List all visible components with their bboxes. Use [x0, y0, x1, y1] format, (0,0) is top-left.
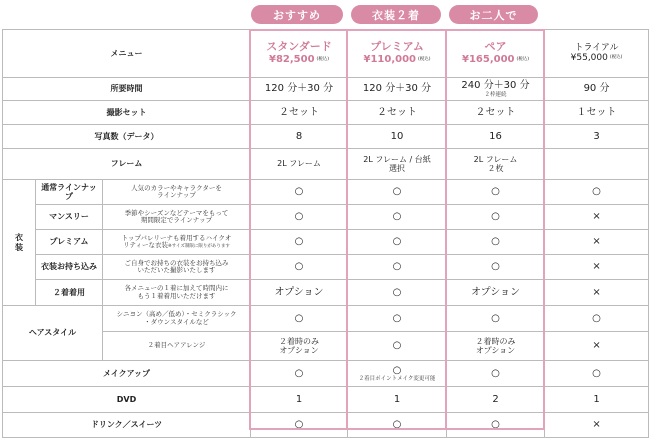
row-drink: ドリンク／スイーツ ○ ○ ○ × [3, 413, 649, 438]
row-costume-second: ２着着用 各メニューの１着に加えて時間内に もう１着着用いただけます オプション ○ オプション × [3, 280, 649, 306]
plan-premium: プレミアム ¥110,000 (税込) [348, 30, 447, 78]
row-costume-monthly: マンスリー 季節やシーズンなどテーマをもって 期間限定でラインナップ ○ ○ ○ × [3, 205, 649, 230]
badge-two-costumes: 衣装２着 [351, 5, 441, 24]
row-hair-1: ヘアスタイル シニヨン（高め／低め）・セミクラシック ・ダウンスタイルなど ○ ○ ○ ○ [3, 306, 649, 332]
plan-standard: スタンダード ¥82,500 (税込) [251, 30, 348, 78]
row-time: 所要時間 120 分＋30 分 120 分＋30 分 240 分＋30 分 ２枠連続 90 分 [3, 78, 649, 101]
plan-pair: ペア ¥165,000 (税込) [447, 30, 545, 78]
row-hair-2: ２着目ヘアアレンジ ２着時のみ オプション ○ ２着時のみ オプション × [3, 332, 649, 361]
row-frame: フレーム 2L フレーム 2L フレーム / 台紙 選択 2L フレーム ２枚 [3, 149, 649, 180]
row-costume-bring: 衣装お持ち込み ご自身でお持ちの衣装をお持ち込み いただいた撮影いたします ○ ○ ○ × [3, 255, 649, 280]
plan-trial: トライアル ¥55,000 (税込) [545, 30, 649, 78]
row-costume-premium: プレミアム トップバレリーナも着用するハイクオ リティーな衣装※サイズ制限に限りがあります ○ ○ ○ × [3, 230, 649, 255]
row-costume-regular: 衣 装 通常ラインナップ 人気のカラーやキャラクターを ラインナップ ○ ○ ○ ○ [3, 180, 649, 205]
row-sets: 撮影セット ２セット ２セット ２セット １セット [3, 101, 649, 125]
badge-for-two: お二人で [449, 5, 538, 24]
badge-recommended: おすすめ [251, 5, 343, 24]
menu-label: メニュー [3, 30, 251, 78]
costume-category: 衣 装 [3, 180, 36, 306]
row-makeup: メイクアップ ○ ○ ２着目ポイントメイク変更可能 ○ ○ [3, 361, 649, 387]
plan-comparison-table [2, 29, 649, 438]
row-plan-header [3, 30, 649, 78]
row-dvd: DVD 1 1 2 1 [3, 387, 649, 413]
row-photos: 写真数（データ） 8 10 16 3 [3, 125, 649, 149]
